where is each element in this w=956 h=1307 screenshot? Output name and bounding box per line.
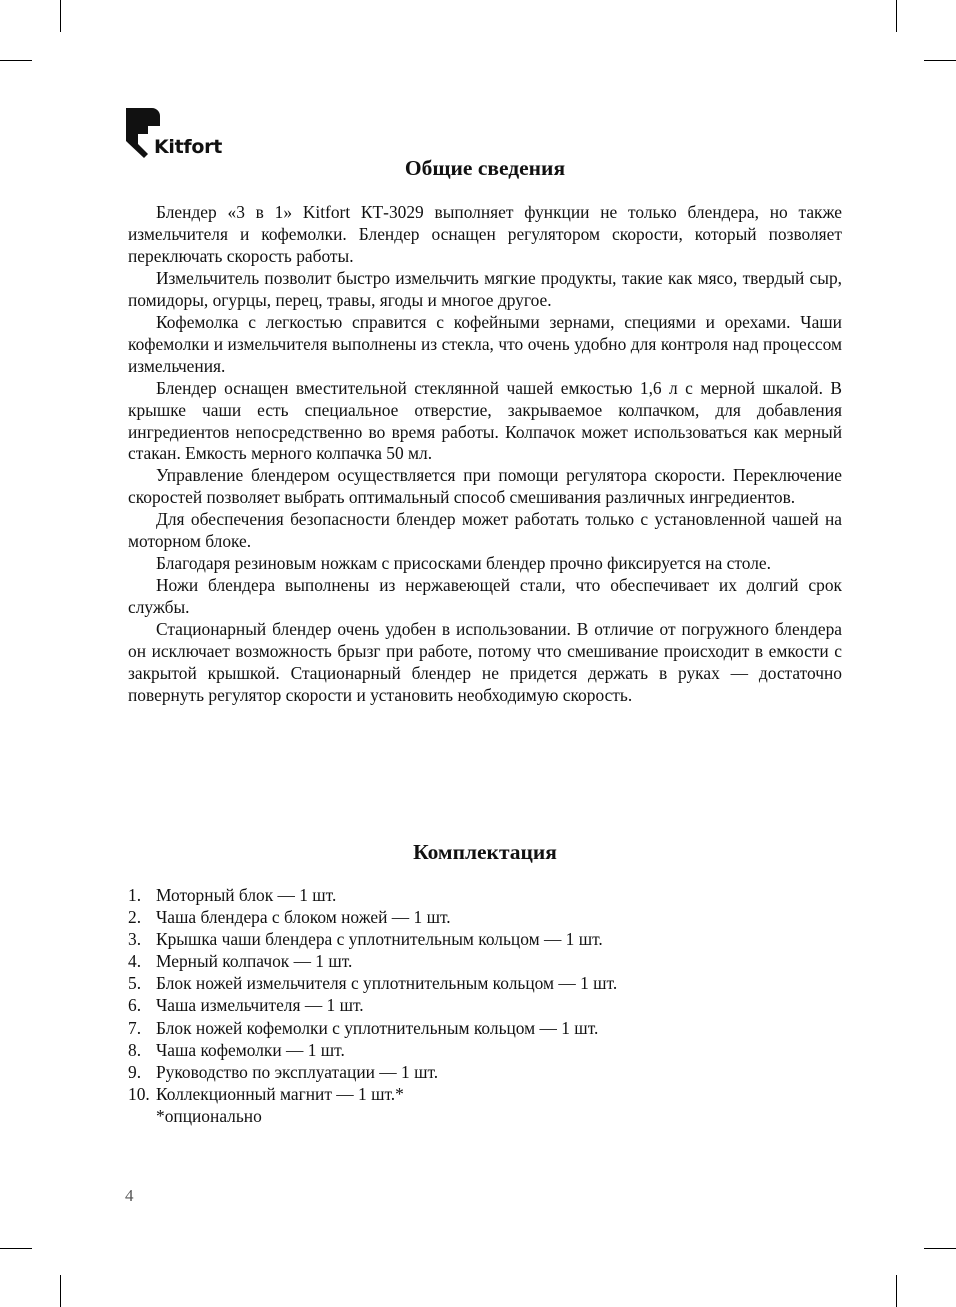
list-text: Чаша блендера с блоком ножей — 1 шт. [156,907,451,928]
paragraph: Ножи блендера выполнены из нержавеющей стали, что обеспечивает их долгий срок службы. [128,575,842,618]
paragraph: Управление блендером осуществляется при помощи регулятора скорости. Переключение скоростей позволяет выбрать оптимальный способ смешивания различных ингредиентов. [128,465,842,508]
list-item [128,950,842,972]
list-number: 6. [128,995,142,1016]
footnote-optional: *опционально [156,1106,262,1126]
list-number: 8. [128,1039,142,1060]
list-text: Блок ножей кофемолки с уплотнительным кольцом — 1 шт. [156,1017,599,1038]
list-item [128,884,842,906]
general-info-text [128,202,842,707]
list-number: 3. [128,929,142,950]
list-number: 10. [128,1083,150,1104]
crop-mark-top-right [896,0,897,32]
list-text: Коллекционный магнит — 1 шт.* [156,1083,404,1104]
list-item [128,1039,842,1061]
section-title-general: Общие сведения [404,156,566,180]
list-number: 9. [128,1061,142,1082]
list-text: Блок ножей измельчителя с уплотнительным кольцом — 1 шт. [156,973,618,994]
list-number: 1. [128,885,142,905]
list-item [128,906,842,928]
list-item [128,928,842,950]
paragraph: Благодаря резиновым ножкам с присосками блендер прочно фиксируется на столе. [156,553,771,574]
paragraph: Измельчитель позволит быстро измельчить мягкие продукты, такие как мясо, твердый сыр, помидоры, огурцы, перец, травы, ягоды и многое другое. [128,267,842,310]
crop-mark-top-left [60,0,61,32]
paragraph: Блендер «3 в 1» Kitfort КТ-3029 выполняет функции не только блендера, но также измельчителя и кофемолки. Блендер оснащен регулятором скорости, который позволяет переключать скорость работы. [128,202,842,266]
list-text: Крышка чаши блендера с уплотнительным кольцом — 1 шт. [156,929,603,950]
kit-list [128,884,842,1105]
list-text: Моторный блок — 1 шт. [156,885,337,905]
paragraph: Для обеспечения безопасности блендер может работать только с установленной чашей на моторном блоке. [128,509,842,552]
crop-mark-top-right-horizontal [924,60,956,61]
brand-logo [126,108,222,160]
list-item [128,1061,842,1083]
list-item [128,994,842,1016]
crop-mark-bottom-right-horizontal [924,1248,956,1249]
list-number: 2. [128,907,142,928]
list-item [128,1017,842,1039]
crop-mark-bottom-right [896,1275,897,1307]
list-item [128,972,842,994]
section-title-kit: Комплектация [413,840,557,864]
list-item [128,1083,842,1105]
crop-mark-bottom-left-horizontal [0,1248,32,1249]
list-number: 7. [128,1017,142,1038]
list-number: 4. [128,951,142,972]
page-number: 4 [125,1186,134,1205]
paragraph: Кофемолка с легкостью справится с кофейными зернами, специями и орехами. Чаши кофемолки и измельчителя выполнены из стекла, что очень удобно для контроля над процессом измельчения. [128,311,842,376]
crop-mark-top-left-horizontal [0,60,32,61]
list-text: Руководство по эксплуатации — 1 шт. [156,1061,439,1082]
crop-mark-bottom-left [60,1275,61,1307]
list-number: 5. [128,973,142,994]
list-text: Чаша измельчителя — 1 шт. [156,995,364,1016]
paragraph: Блендер оснащен вместительной стеклянной чашей емкостью 1,6 л с мерной шкалой. В крышке чаши есть специальное отверстие, закрываемое колпачком, для добавления ингредиентов непосредственно во время работы. Колпачок может использоваться как мерный стакан. Емкость мерного колпачка 50 мл. [128,377,842,464]
paragraph: Стационарный блендер очень удобен в использовании. В отличие от погружного блендера он исключает возможность брызг при работе, потому что смешивание происходит в емкости с закрытой крышкой. Стационарный блендер не придется держать в руках — достаточно повернуть регулятор скорости и установить необходимую скорость. [128,619,842,705]
list-text: Чаша кофемолки — 1 шт. [156,1039,345,1060]
list-text: Мерный колпачок — 1 шт. [156,951,353,972]
brand-name: Kitfort [154,136,222,158]
